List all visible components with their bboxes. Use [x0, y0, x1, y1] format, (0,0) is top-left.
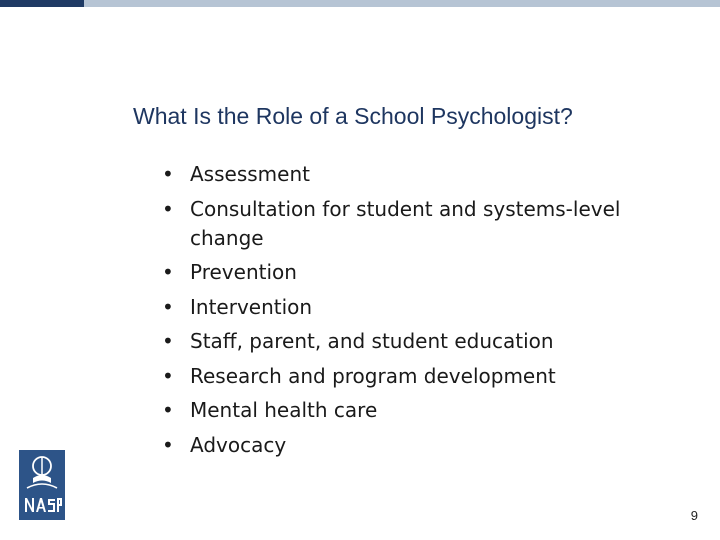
bullet-item: [162, 293, 682, 322]
bullet-dot-icon: •: [162, 260, 174, 284]
bullet-text: Research and program development: [190, 363, 556, 388]
bullet-dot-icon: •: [162, 162, 174, 186]
bullet-dot-icon: •: [162, 196, 174, 221]
bullet-text: Consultation for student and systems-level change: [190, 196, 621, 250]
bullet-item: [162, 431, 682, 460]
bullet-dot-icon: •: [162, 398, 174, 422]
bullet-item: [162, 396, 682, 425]
slide-title: What Is the Role of a School Psychologist?: [133, 103, 573, 129]
bullet-dot-icon: •: [162, 432, 174, 457]
top-accent-bar-dark: [0, 0, 84, 7]
bullet-item: [162, 195, 682, 253]
bullet-text: Advocacy: [190, 432, 287, 457]
bullet-text: Prevention: [190, 260, 297, 284]
bullet-item: [162, 327, 682, 356]
bullet-list: [162, 160, 682, 465]
bullet-dot-icon: •: [162, 294, 174, 319]
bullet-text: Assessment: [190, 162, 310, 186]
bullet-dot-icon: •: [162, 363, 174, 388]
bullet-item: [162, 160, 682, 189]
bullet-item: [162, 258, 682, 287]
bullet-text: Intervention: [190, 294, 313, 319]
bullet-text: Staff, parent, and student education: [190, 329, 554, 353]
bullet-text: Mental health care: [190, 398, 378, 422]
top-accent-bar-light: [84, 0, 720, 7]
bullet-item: [162, 362, 682, 391]
nasp-logo-icon: [19, 450, 65, 520]
page-number: 9: [690, 508, 698, 523]
bullet-dot-icon: •: [162, 329, 174, 353]
